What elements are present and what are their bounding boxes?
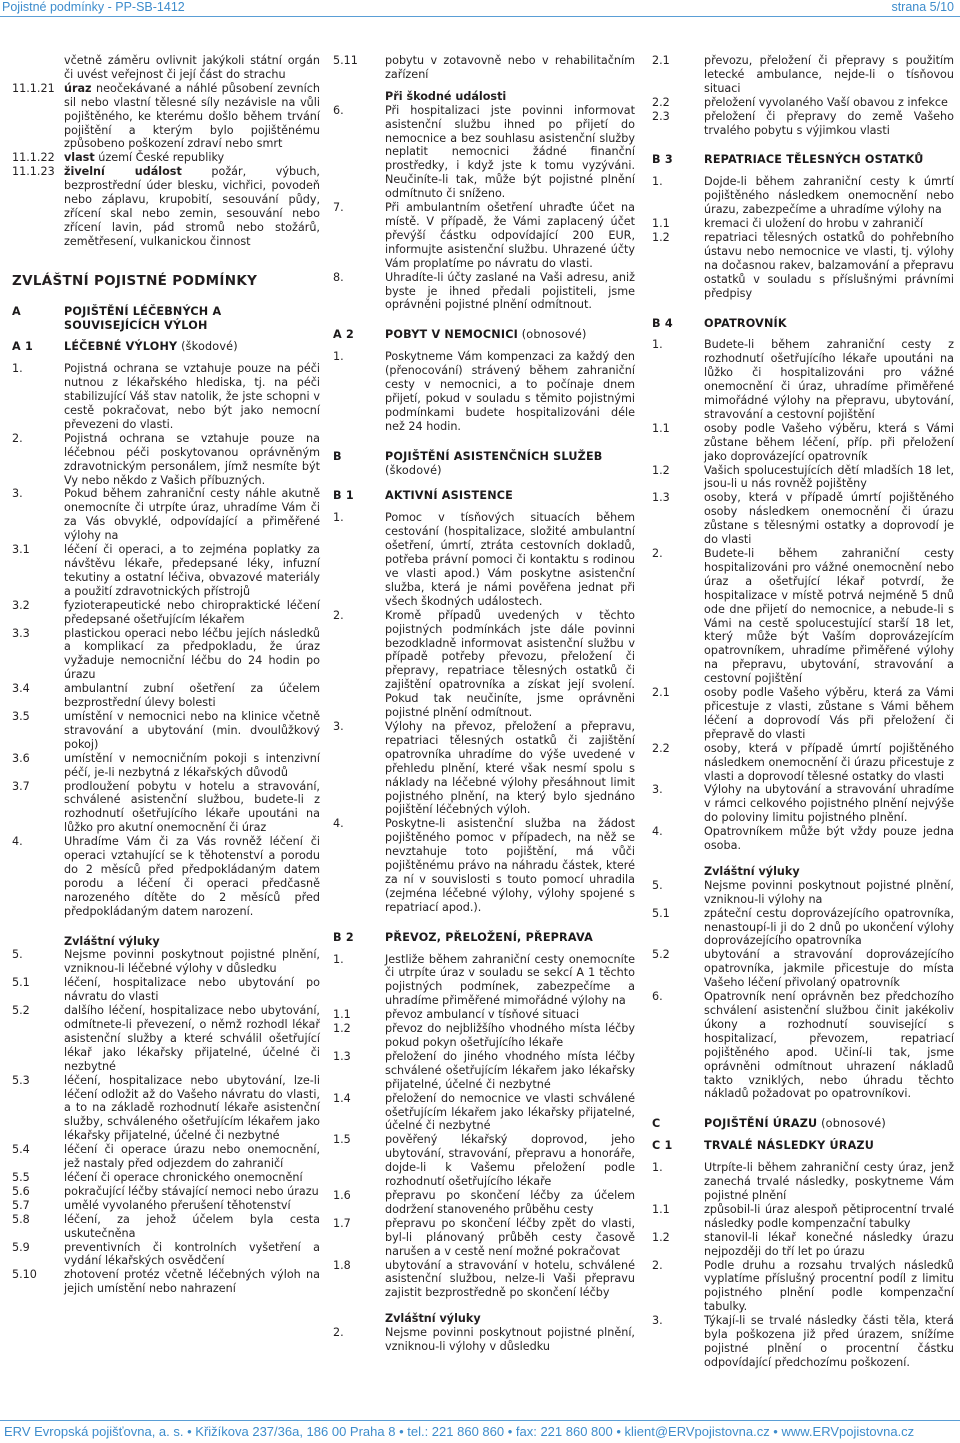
item-text: převoz do nejbližšího vhodného místa léčby pokud pokyn ošetřujícího lékaře	[385, 1022, 635, 1049]
definition-item: 11.1.21 úraz neočekávané a náhlé působení zevních sil nebo vlastní tělesné síly nezávisle na vůli pojištěného, ke kterému došlo během trvání pojištění a kterým bylo pojištěnému způsobeno poškození zdraví nebo smrt	[12, 81, 320, 151]
item-number: 5.9	[12, 1240, 30, 1254]
item-number: 1.	[652, 175, 663, 189]
item-number: 5.5	[12, 1170, 30, 1184]
item-number: 5.4	[12, 1143, 30, 1157]
item-number: 5.3	[12, 1073, 30, 1087]
b3-items	[652, 175, 954, 300]
item-number: 1.6	[333, 1188, 351, 1202]
item-text: Výlohy na převoz, přeložení a přepravu, repatriaci tělesných ostatků či zajištění opatrovníka uhradíme do výše uvedené v přehledu plnění, které však nesmí spolu s náklady na léčebné výlohy přesáhnout limit pojistného plnění, na který bylo sjednáno pojištění léčebných výloh.	[385, 719, 635, 817]
item-number: 4.	[652, 825, 663, 839]
item-text: způsobil-li úraz alespoň pětiprocentní trvalé následky podle kompenzační tabulky	[704, 1202, 954, 1230]
numbered-item	[12, 710, 320, 752]
numbered-item	[333, 1259, 635, 1301]
numbered-item	[333, 1133, 635, 1189]
item-text: repatriaci tělesných ostatků do pohřebního ústavu nebo nemocnice ve vlasti, tj. výlohy na dočasnou rakev, balzamování a přepravu ostatků v souladu s příslušnými právními předpisy	[704, 230, 954, 300]
item-text: Poskytne-li asistenční služba na žádost pojištěného pomoc v případech, na něž se nevztahuje toto pojištění, má vůči pojištěnému právo na náhradu částek, které za ní v souvislosti s touto pomocí uhradila (zejména léčebné výlohy, výlohy spojené s repatriací apod.).	[385, 817, 635, 914]
item-number: 2.	[333, 608, 344, 622]
item-number: 5.2	[12, 1004, 30, 1018]
item-number: 1.2	[333, 1022, 351, 1036]
item-text: Utrpíte-li během zahraniční cesty úraz, jenž zanechá trvalé následky, poskytneme Vám pojistné plnění	[704, 1161, 954, 1202]
item-number: 6.	[333, 103, 344, 117]
section-c1-heading: C 1 TRVALÉ NÁSLEDKY ÚRAZU	[652, 1139, 875, 1153]
item-text: zhotovení protéz včetně léčebných výloh na jejich umístění nebo nahrazení	[64, 1268, 320, 1296]
item-number: 7.	[333, 201, 344, 215]
item-number: 3.	[652, 1314, 663, 1328]
item-text: Týkají-li se trvalé následky části těla, která byla poškozena již před úrazem, snížíme pojistné plnění o procentní částku odpovídající předchozímu poškození.	[704, 1314, 954, 1369]
item-text: převozu, přeložení či přepravy s použitím letecké ambulance, nejde-li o tísňovou situaci	[704, 54, 954, 95]
item-number: 1.	[652, 338, 663, 352]
numbered-item	[12, 682, 320, 710]
item-number: 3.4	[12, 682, 30, 696]
item-text: přeložení vyvolaného Vaší obavou z infekce	[704, 95, 948, 109]
item-text: stanovil-li lékař konečné následky úrazu nejpozději do tří let po úrazu	[704, 1230, 954, 1258]
item-text: pokračující léčby stávající nemoci nebo úrazu	[64, 1184, 319, 1198]
section-a-heading: A POJIŠTĚNÍ LÉČEBNÝCH A SOUVISEJÍCÍCH VÝLOH	[12, 304, 222, 332]
numbered-item	[12, 1171, 320, 1185]
numbered-item	[12, 780, 320, 836]
item-number: 3.7	[12, 779, 30, 793]
item-number: 2.	[652, 1258, 663, 1272]
numbered-item	[652, 879, 954, 907]
item-text: prodloužení pobytu v hotelu a stravování, schválené asistenční službou, budete-li z rozhodnutí ošetřujícího lékaře upoutáni na lůžko pro akutní onemocnění či úraz	[64, 779, 320, 835]
item-number: 2.	[652, 547, 663, 560]
item-text: Nejsme povinni poskytnout pojistné plnění, vzniknou-li léčebné výlohy v důsledku	[64, 948, 320, 976]
item-text: osoby, která v případě úmrtí pojištěného následkem onemocnění či úrazu přicestuje z vlasti a doprovodí tělesné ostatky do vlasti	[704, 741, 954, 783]
numbered-item	[12, 752, 320, 780]
b2-items	[333, 953, 635, 1301]
item-number: 3.2	[12, 598, 30, 612]
item-text: Opatrovník není oprávněn bez předchozího schválení asistenční službou činit jakékoliv úkony a rozhodnutí související s hospitalizací, převozem, repatriací pojištěného apod. Učiní-li tak, jsme oprávněni odmítnout uhrazení nákladů takto vzniklých, nebo úhradu těchto nákladů požadovat po opatrovníkovi.	[704, 990, 954, 1101]
section-a1-heading: A 1 LÉČEBNÉ VÝLOHY (škodové)	[12, 340, 238, 354]
definition-item: 11.1.23 živelní událost požár, výbuch, bezprostřední úder blesku, vichřici, povodeň nebo záplavu, krupobití, sesouvání půdy, zřícení skal nebo zemin, sesouvání nebo zřícení lavin, pád stromů nebo stožárů, zemětřesení, vulkanickou činnost	[12, 165, 320, 248]
item-text: léčení či operace úrazu nebo onemocnění, jež nastaly před odjezdem do zahraničí	[64, 1143, 320, 1171]
item-number: 1.2	[652, 1230, 670, 1244]
item-text: osoby, která v případě úmrtí pojištěného osoby následkem onemocnění či úrazu zůstane s tělesnými ostatky a doprovodí je do vlasti	[704, 491, 954, 547]
item-text: léčení, za jehož účelem byla cesta uskutečněna	[64, 1212, 320, 1240]
item-number: 1.1	[333, 1008, 351, 1022]
item-number: 5.1	[652, 906, 670, 920]
item-text: pověřený lékařský doprovod, jeho ubytování, stravování, přepravu a honoráře, dojde-li k Vašemu přeložení podle rozhodnutí ošetřujícího lékaře	[385, 1133, 635, 1189]
numbered-item	[12, 948, 320, 976]
item-text: přepravu po skončení léčby za účelem dodržení stanoveného průběhu cesty	[385, 1188, 635, 1216]
numbered-item	[12, 1241, 320, 1269]
item-number: 5.8	[12, 1212, 30, 1226]
numbered-item	[12, 432, 320, 488]
exclusions-heading: Zvláštní výluky	[385, 1312, 481, 1326]
b4-exclusion-items	[652, 879, 954, 1102]
item-number: 3.	[12, 487, 23, 501]
numbered-item	[652, 1161, 954, 1203]
section-c-heading: C POJIŠTĚNÍ ÚRAZU (obnosové)	[652, 1117, 886, 1131]
page-number: strana 5/10	[891, 0, 954, 14]
exclusions-list	[12, 948, 320, 1296]
item-text: přeložení do jiného vhodného místa léčby schválené ošetřujícím lékařem jako lékařsky přijatelné, účelné či nezbytné	[385, 1049, 635, 1091]
column-2	[333, 54, 635, 1354]
item-text: Podle druhu a rozsahu trvalých následků vyplatíme příslušný procentní podíl z limitu pojistného plnění podle kompenzační tabulky.	[704, 1258, 954, 1314]
item-number: 1.7	[333, 1216, 351, 1230]
b4-items	[652, 338, 954, 853]
numbered-item	[12, 543, 320, 599]
numbered-item	[12, 599, 320, 627]
item-text: umístění v nemocničním pokoji s intenzivní péčí, je-li nezbytná z lékařských důvodů	[64, 751, 320, 779]
item-text: přeložení do nemocnice ve vlasti schválené ošetřujícím lékařem jako lékařsky přijatelné, účelné či nezbytné	[385, 1091, 635, 1133]
item-text: zpáteční cestu doprovázejícího opatrovníka, nenastoupí-li ji do 2 dnů po ukončení výlohy doprovázejícího opatrovníka	[704, 906, 954, 948]
definition-continuation: včetně záměru ovlivnit jakýkoli státní orgán či uvést veřejnost či její část do strachu	[64, 54, 320, 81]
numbered-item	[652, 54, 954, 96]
item-text: léčení či operaci, a to zejména poplatky za návštěvu lékaře, předepsané léky, infuzní tekutiny a ostatní léčiva, obvazové materiály a použití zdravotnických přístrojů	[64, 543, 320, 598]
item-text: Pojistná ochrana se vztahuje pouze na léčebnou péči poskytovanou oprávněným zdravotnickým personálem, jímž nesmíte být Vy nebo někdo z Vašich příbuzných.	[64, 431, 320, 487]
item-number: 1.	[333, 952, 344, 966]
item-number: 1.1	[652, 217, 670, 231]
numbered-item	[333, 1022, 635, 1050]
item-number: 1.1	[652, 421, 670, 435]
item-number: 1.2	[652, 463, 670, 477]
numbered-item	[12, 1074, 320, 1144]
numbered-item	[652, 825, 954, 853]
item-text: osoby podle Vašeho výběru, která s Vámi zůstane během léčení, příp. při přeložení jako doprovázející opatrovník	[704, 421, 954, 463]
numbered-item	[333, 104, 635, 201]
numbered-item	[333, 609, 635, 720]
item-text: léčení, hospitalizace nebo ubytování, lze-li léčení odložit až do Vašeho návratu do vlasti, a to na základě rozhodnutí lékaře asistenční služby, schváleného ošetřujícím lékařem jako lékařsky přijatelné, účelné či nezbytné	[64, 1073, 320, 1143]
numbered-item	[652, 231, 954, 301]
numbered-item	[652, 948, 954, 990]
item-text: Jestliže během zahraniční cesty onemocníte či utrpíte úraz v souladu se sekcí A 1 těchto pojistných podmínek, zabezpečíme a uhradíme přiměřené mimořádné výlohy na	[385, 952, 635, 1008]
item-text: umělé vyvolaného přerušení těhotenství	[64, 1198, 291, 1212]
item-text: Pokud během zahraniční cesty náhle akutně onemocníte či utrpíte úraz, uhradíme Vám či za Vás obvyklé, odpovídající a přiměřené výlohy na	[64, 487, 320, 543]
numbered-item	[333, 953, 635, 1009]
item-number: 3.3	[12, 626, 30, 640]
item-number: 2.3	[652, 109, 670, 123]
item-text: Dojde-li během zahraniční cesty k úmrtí pojištěného následkem onemocnění nebo úrazu, zabezpečíme a uhradíme výlohy na	[704, 175, 954, 217]
item-text: dalšího léčení, hospitalizace nebo ubytování, odmítnete-li převezení, o němž rozhodl lékař asistenční služby a které schválil ošetřující lékař jako lékařsky přijatelné, účelné či nezbytné	[64, 1004, 320, 1073]
numbered-item	[333, 817, 635, 914]
b2-exclusion-items	[652, 54, 954, 137]
numbered-item	[12, 487, 320, 543]
item-text: osoby podle Vašeho výběru, která za Vámi přicestuje z vlasti, zůstane s Vámi během léčení a doprovodí Vás při přeložení či přepravě do vlasti	[704, 686, 954, 741]
numbered-item	[652, 110, 954, 138]
item-text: Budete-li během zahraniční cesty hospitalizováni pro vážné onemocnění nebo úraz a ošetřující lékař potvrdí, že hospitalizace v místě potrvá nejméně 5 dnů ode dne přijetí do nemocnice, a nebude-li s Vámi na cestě spolucestující starší 18 let, který může být Vaším doprovázejícím opatrovníkem, uhradíme přiměřené výlohy na přepravu, ubytování, stravování a cestovní pojištění	[704, 547, 954, 686]
numbered-item	[652, 464, 954, 492]
item-text: kremaci či uložení do hrobu v zahraničí	[704, 217, 924, 231]
item-text: léčení, hospitalizace nebo ubytování po návratu do vlasti	[64, 976, 320, 1004]
item-text: převoz ambulancí v tísňové situaci	[385, 1008, 580, 1022]
item-text: ubytování a stravování v hotelu, schválené asistenční službou, nelze-li Vaši přepravu zajistit bezprostředně po skončení léčby	[385, 1258, 635, 1300]
section-b4-heading: B 4 OPATROVNÍK	[652, 316, 787, 330]
item-number: 2.1	[652, 54, 670, 67]
item-text: umístění v nemocnici nebo na klinice včetně stravování a ubytování (min. dvoulůžkový pokoj)	[64, 709, 320, 751]
numbered-item	[652, 338, 954, 421]
item-number: 6.	[652, 990, 663, 1004]
numbered-item	[12, 1268, 320, 1296]
numbered-item	[652, 783, 954, 825]
item-text: Výlohy na ubytování a stravování uhradíme v rámci celkového pojistného plnění nejvýše do poloviny limitu pojistného plnění.	[704, 783, 954, 825]
item-number: 5.7	[12, 1198, 30, 1212]
column-1	[12, 54, 320, 1296]
item-text: ambulantní zubní ošetření za účelem bezprostřední úlevy bolesti	[64, 682, 320, 710]
numbered-item	[333, 271, 635, 313]
item-text: Uhradíte-li účty zaslané na Vaši adresu, aniž byste je ihned předali pojistiteli, jsme oprávněni pojistné plnění odmítnout.	[385, 270, 635, 312]
item-text: Při ambulantním ošetření uhraďte účet na místě. V případě, že Vámi zaplacený účet převýší částku odpovídající 200 EUR, informujte asistenční službu. Uhrazené účty Vám proplatíme po návratu do vlasti.	[385, 201, 635, 270]
item-number: 1.1	[652, 1202, 670, 1216]
item-number: 1.3	[333, 1049, 351, 1063]
document-title: Pojistné podmínky - PP-SB-1412	[2, 0, 185, 14]
item-number: 2.2	[652, 95, 670, 109]
numbered-item	[333, 1092, 635, 1134]
item-text: Opatrovníkem může být vždy pouze jedna osoba.	[704, 825, 954, 853]
numbered-item	[333, 1050, 635, 1092]
numbered-item	[652, 990, 954, 1101]
numbered-item	[652, 686, 954, 742]
section-b3-heading: B 3 REPATRIACE TĚLESNÝCH OSTATKŮ	[652, 153, 924, 167]
item-text: přeložení či přepravy do země Vašeho trvalého pobytu s výjimkou vlasti	[704, 109, 954, 137]
footer-contact: ERV Evropská pojišťovna, a. s. • Křižíkova 237/36a, 186 00 Praha 8 • tel.: 221 860 860 • fax: 221 860 800 • klient@ERVpojistovna.cz • www.ERVpojistovna.cz	[4, 1424, 915, 1439]
item-number: 4.	[333, 817, 344, 831]
numbered-item	[12, 1213, 320, 1241]
item-number: 3.	[652, 783, 663, 797]
item-number: 2.2	[652, 741, 670, 755]
item-number: 1.5	[333, 1133, 351, 1147]
numbered-item	[652, 742, 954, 784]
item-number: 1.2	[652, 230, 670, 244]
section-a2-heading: A 2 POBYT V NEMOCNICI (obnosové)	[333, 328, 587, 342]
item-number: 2.1	[652, 686, 670, 700]
numbered-item	[12, 1185, 320, 1199]
numbered-item	[652, 547, 954, 686]
page-footer	[0, 1420, 960, 1443]
page-header	[0, 0, 960, 17]
b1-items	[333, 511, 635, 914]
numbered-item	[652, 1314, 954, 1370]
numbered-item	[12, 1143, 320, 1171]
definition-item: 11.1.22 vlast území České republiky	[12, 151, 225, 165]
special-conditions-heading: ZVLÁŠTNÍ POJISTNÉ PODMÍNKY	[12, 272, 258, 289]
item-number: 8.	[333, 270, 344, 284]
item-text: Uhradíme Vám či za Vás rovněž léčení či operaci vztahující se k těhotenství a porodu do 2 měsíců před předpokládaným datem porodu a léčení či operaci předčasně narozeného dítěte do 2 měsíců před předpokládaným datem narození.	[64, 835, 320, 918]
column-3	[652, 54, 954, 1370]
section-b-heading: B POJIŠTĚNÍ ASISTENČNÍCH SLUŽEB (škodové)	[333, 449, 603, 477]
item-text: Nejsme povinni poskytnout pojistné plnění, vzniknou-li výlohy na	[704, 878, 954, 906]
numbered-item	[652, 96, 954, 110]
numbered-item	[652, 1231, 954, 1259]
numbered-item	[333, 720, 635, 817]
item-number: 1.4	[333, 1091, 351, 1105]
item-number: 5.	[12, 948, 23, 962]
item-number: 5.	[652, 878, 663, 892]
item-text: přepravu po skončení léčby zpět do vlasti, byl-li plánovaný průběh cesty časově narušen a v cestě není možné pokračovat	[385, 1216, 635, 1258]
item-number: 3.5	[12, 709, 30, 723]
section-a1-items	[12, 362, 320, 918]
numbered-item	[652, 907, 954, 949]
numbered-item	[333, 1189, 635, 1217]
item-number: 5.1	[12, 976, 30, 990]
numbered-item	[652, 1259, 954, 1315]
exclusions-heading: Zvláštní výluky	[64, 934, 160, 948]
numbered-item	[652, 217, 954, 231]
a2-item: 1. Poskytneme Vám kompenzaci za každý den (přenocování) strávený během zahraniční cesty v nemocnici, a to počínaje dnem přijetí, pokud v souladu s těmito pojistnými podmínkami budete hospitalizováni déle než 24 hodin.	[333, 350, 635, 433]
exclusion-item: 5.11 pobytu v zotavovně nebo v rehabilitačním zařízení	[333, 54, 635, 81]
numbered-item	[652, 1203, 954, 1231]
item-number: 3.1	[12, 543, 30, 557]
item-text: Pojistná ochrana se vztahuje pouze na péči nutnou z lékařského hlediska, tj. na péči stabilizující Váš stav natolik, že jste schopni v cestě pokračovat, nebo být jako nemocní převezeni do vlasti.	[64, 362, 320, 431]
item-number: 1.	[652, 1161, 663, 1175]
section-b1-heading: B 1 AKTIVNÍ ASISTENCE	[333, 489, 514, 503]
numbered-item	[12, 1004, 320, 1074]
item-number: 1.	[333, 511, 344, 525]
item-number: 1.8	[333, 1258, 351, 1272]
item-text: Vašich spolucestujících dětí mladších 18 let, jsou-li u nás rovněž pojištěny	[704, 463, 954, 491]
numbered-item	[333, 511, 635, 608]
numbered-item	[333, 201, 635, 271]
numbered-item	[652, 422, 954, 464]
numbered-item	[12, 362, 320, 432]
numbered-item	[333, 1217, 635, 1259]
item-number: 4.	[12, 835, 23, 849]
item-text: fyzioterapeutické nebo chiropraktické léčení předepsané ošetřujícím lékařem	[64, 598, 320, 626]
claim-event-heading: Při škodné události	[385, 89, 507, 103]
numbered-item	[12, 976, 320, 1004]
item-number: 5.10	[12, 1268, 37, 1282]
item-text: Budete-li během zahraniční cesty z rozhodnutí ošetřujícího lékaře upoutáni na lůžko či hospitalizováni pro vážné onemocnění či úraz, uhradíme přiměřené mimořádné výlohy na přepravu, ubytování, stravování a cestovní pojištění	[704, 338, 954, 421]
item-text: Kromě případů uvedených v těchto pojistných podmínkách jste dále povinni bezodkladně informovat asistenční službu v případě potřeby převozu, přeložení či přepravy, repatriace tělesných ostatků či zajištění opatrovníka a získat její svolení. Pokud tak neučiníte, jsme oprávněni pojistné plnění odmítnout.	[385, 608, 635, 720]
item-text: Při hospitalizaci jste povinni informovat asistenční službu ihned po přijetí do nemocnice a bez souhlasu asistenční služby neplatit nemocnici žádné finanční prostředky, i když jste k tomu vyzýváni. Neučiníte-li tak, může být pojistné plnění odmítnuto či sníženo.	[385, 103, 635, 201]
item-text: léčení či operace chronického onemocnění	[64, 1170, 303, 1184]
item-number: 5.2	[652, 948, 670, 962]
numbered-item	[652, 491, 954, 547]
numbered-item	[12, 1199, 320, 1213]
numbered-item	[12, 627, 320, 683]
item-number: 3.6	[12, 751, 30, 765]
exclusion-item: 2. Nejsme povinni poskytnout pojistné plnění, vzniknou-li výlohy v důsledku	[333, 1326, 635, 1354]
section-b2-heading: B 2 PŘEVOZ, PŘELOŽENÍ, PŘEPRAVA	[333, 930, 593, 944]
numbered-item	[652, 175, 954, 217]
item-text: preventivních či kontrolních vyšetření a vydání lékařských osvědčení	[64, 1240, 320, 1268]
item-text: plastickou operaci nebo léčbu jejích následků a komplikací za předpokladu, že úraz vyžaduje nemocniční léčbu do 24 hodin po úrazu	[64, 626, 320, 682]
item-number: 5.6	[12, 1184, 30, 1198]
item-number: 1.3	[652, 491, 670, 505]
item-text: ubytování a stravování doprovázejícího opatrovníka, jakmile přicestuje do místa Vašeho léčení přivolaný opatrovník	[704, 948, 954, 990]
c1-items	[652, 1161, 954, 1370]
item-number: 3.	[333, 719, 344, 733]
item-number: 1.	[12, 362, 23, 376]
numbered-item	[12, 835, 320, 918]
item-number: 2.	[12, 431, 23, 445]
numbered-item	[333, 1008, 635, 1022]
claim-event-items	[333, 104, 635, 313]
item-text: Pomoc v tísňových situacích během cestování (hospitalizace, složité ambulantní ošetření, úmrtí, ztráta cestovních dokladů, potřeba právní pomoci či kontaktu s rodinou ve vlasti apod.) Vám poskytne asistenční služba, která je námi pověřena jednat při všech škodných událostech.	[385, 511, 635, 608]
exclusions-heading: Zvláštní výluky	[704, 864, 800, 878]
